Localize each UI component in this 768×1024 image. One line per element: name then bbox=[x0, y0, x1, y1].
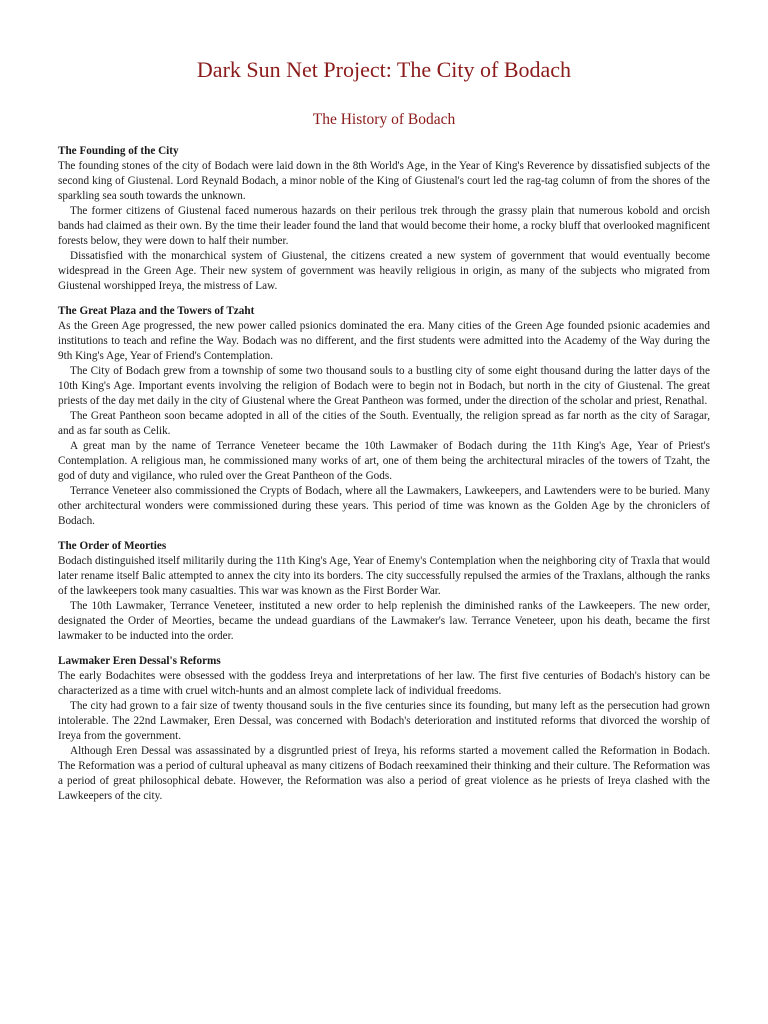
paragraph: The early Bodachites were obsessed with the goddess Ireya and interpretations of her law. The first five centuries of Bodach's history can be characterized as a time with cruel witch-hunts and an almost complete lack of individual freedoms. bbox=[58, 670, 710, 697]
paragraph: The 10th Lawmaker, Terrance Veneteer, instituted a new order to help replenish the diminished ranks of the Lawkeepers. The new order, designated the Order of Meorties, became the undead guardians of the Lawmaker's law. Terrance Veneteer, upon his death, became the first lawmaker to be inducted into the order. bbox=[58, 600, 710, 642]
paragraph: Bodach distinguished itself militarily during the 11th King's Age, Year of Enemy's Contemplation when the neighboring city of Traxla that would later rename itself Balic attempted to annex the city into its borders. The city successfully repulsed the armies of the Traxlans, although the ranks of the lawkeepers took many casualties. This war was known as the First Border War. bbox=[58, 555, 710, 597]
section-heading: The Great Plaza and the Towers of Tzaht bbox=[58, 305, 255, 317]
paragraph: The city had grown to a fair size of twenty thousand souls in the five centuries since its founding, but many left as the persecution had grown intolerable. The 22nd Lawmaker, Eren Dessal, was concerned with Bodach's deterioration and instituted reforms that divorced the worship of Ireya from the government. bbox=[58, 700, 710, 742]
paragraph: A great man by the name of Terrance Veneteer became the 10th Lawmaker of Bodach during the 11th King's Age, Year of Priest's Contemplation. A religious man, he commissioned many works of art, one of them being the architectural miracles of the towers of Tzaht, the god of duty and vigilance, who ruled over the Great Pantheon of the Gods. bbox=[58, 440, 710, 482]
paragraph: Although Eren Dessal was assassinated by a disgruntled priest of Ireya, his reforms started a movement called the Reformation in Bodach. The Reformation was a period of cultural upheaval as many citizens of Bodach reexamined their thinking and their culture. The Reformation was a period of great philosophical debate. However, the Reformation was also a period of great violence as he priests of Ireya clashed with the Lawkeepers of the city. bbox=[58, 745, 710, 802]
section-heading: The Founding of the City bbox=[58, 145, 179, 157]
section-founding-of-the-city bbox=[58, 144, 710, 294]
section-order-of-meorties bbox=[58, 539, 710, 644]
paragraph: The former citizens of Giustenal faced numerous hazards on their perilous trek through the grassy plain that numerous kobold and orcish bands had claimed as their own. By the time their leader found the land that would become their home, a rocky bluff that overlooked magnificent forests below, they were down to half their number. bbox=[58, 205, 710, 247]
document-subtitle: The History of Bodach bbox=[312, 111, 456, 128]
document-title: Dark Sun Net Project: The City of Bodach bbox=[196, 57, 572, 82]
section-eren-dessal-reforms bbox=[58, 654, 710, 804]
document-page bbox=[58, 0, 710, 804]
paragraph: Dissatisfied with the monarchical system of Giustenal, the citizens created a new system of government that would eventually become widespread in the Green Age. Their new system of government was heavily religious in origin, as many of the subjects who migrated from Giustenal worshipped Ireya, the mistress of Law. bbox=[58, 250, 710, 292]
paragraph: The City of Bodach grew from a township of some two thousand souls to a bustling city of some eight thousand during the latter days of the 10th King's Age. Important events involving the religion of Bodach were to begin not in Bodach, but north in the city of Giustenal. The great priests of the day met daily in the city of Giustenal where the Great Pantheon was formed, under the direction of the scholar and priest, Renathal. bbox=[58, 365, 710, 407]
section-great-plaza-and-towers bbox=[58, 304, 710, 529]
paragraph: The founding stones of the city of Bodach were laid down in the 8th World's Age, in the Year of King's Reverence by dissatisfied subjects of the second king of Giustenal. Lord Reynald Bodach, a minor noble of the King of Giustenal's court led the rag-tag column of from the shores of the sparkling sea south towards the unknown. bbox=[58, 160, 710, 202]
section-heading: The Order of Meorties bbox=[58, 540, 167, 552]
section-heading: Lawmaker Eren Dessal's Reforms bbox=[58, 655, 221, 667]
paragraph: Terrance Veneteer also commissioned the Crypts of Bodach, where all the Lawmakers, Lawkeepers, and Lawtenders were to be buried. Many other architectural wonders were commissioned during these years. This period of time was known as the Golden Age by the chroniclers of Bodach. bbox=[58, 485, 710, 527]
paragraph: The Great Pantheon soon became adopted in all of the cities of the South. Eventually, the religion spread as far north as the city of Saragar, and as far south as Celik. bbox=[58, 410, 710, 437]
paragraph: As the Green Age progressed, the new power called psionics dominated the era. Many cities of the Green Age founded psionic academies and institutions to teach and refine the Way. Bodach was no different, and the first students were admitted into the Academy of the Way during the 9th King's Age, Year of Friend's Contemplation. bbox=[58, 320, 710, 362]
